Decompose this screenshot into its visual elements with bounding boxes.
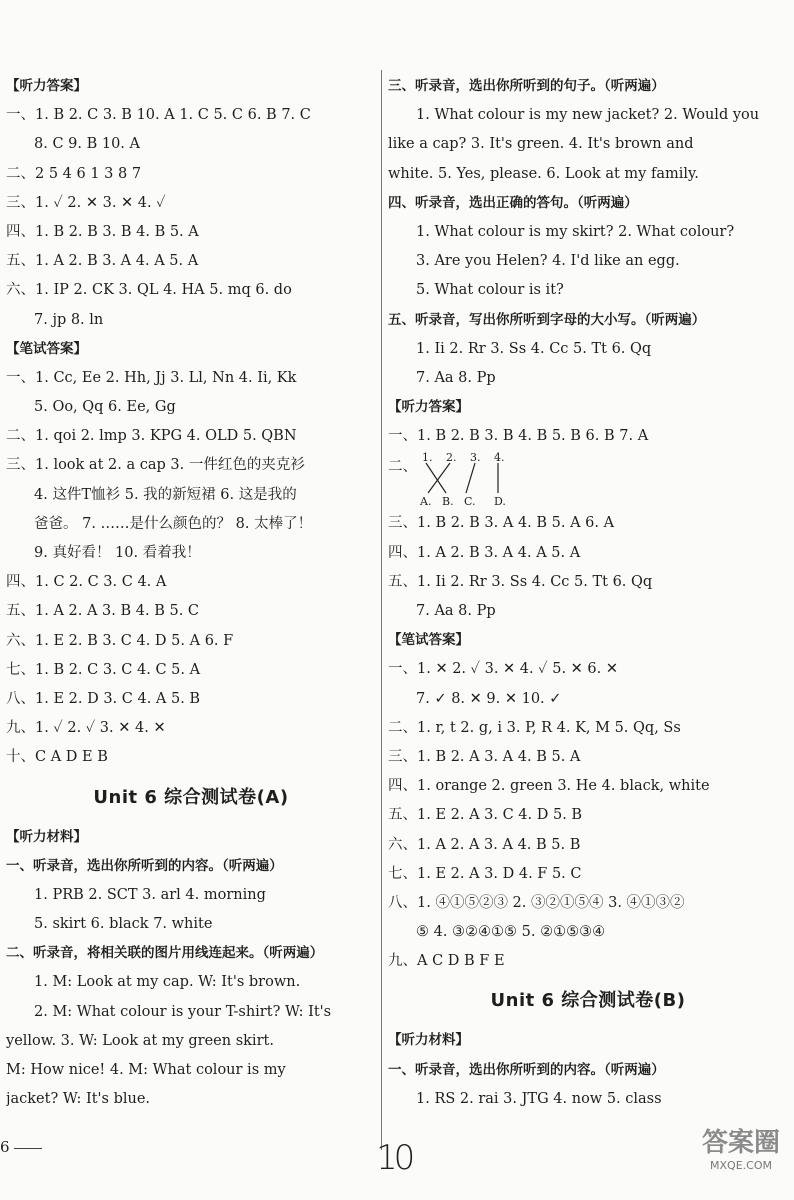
answer-line: 7. Aa 8. Pp (416, 603, 496, 619)
page-number: 6 (0, 1138, 10, 1156)
section-header: 【听力答案】 (6, 78, 87, 94)
answer-line: 三、1. B 2. A 3. A 4. B 5. A (388, 748, 581, 765)
answer-line: 7. jp 8. ln (34, 311, 104, 328)
section-header: 【听力答案】 (388, 399, 469, 416)
watermark-logo (696, 1122, 786, 1192)
match-line-1 (426, 463, 446, 493)
answer-line: 爸爸。 7. ……是什么颜色的？ 8. 太棒了！ (34, 515, 313, 532)
answer-line: 四、1. B 2. B 3. B 4. B 5. A (6, 223, 199, 240)
match-top-label: 4. (494, 451, 505, 465)
answer-line: 五、1. E 2. A 3. C 4. D 5. B (388, 807, 583, 824)
match-top-label: 3. (470, 451, 481, 465)
answer-line: 六、1. IP 2. CK 3. QL 4. HA 5. mq 6. do (6, 282, 292, 299)
answer-line: 3. Are you Helen? 4. I'd like an egg. (416, 253, 680, 270)
match-bottom-label: C. (464, 495, 476, 509)
answer-line: 7. ✓ 8. ✕ 9. ✕ 10. ✓ (416, 690, 562, 707)
section-header: 【听力材料】 (6, 828, 87, 845)
answer-line: 八、1. E 2. D 3. C 4. A 5. B (6, 690, 201, 707)
footer-rule (14, 1148, 42, 1149)
match-bottom-label: B. (442, 495, 454, 509)
answer-line: 1. M: Look at my cap. W: It's brown. (34, 974, 301, 991)
answer-line: 七、1. B 2. C 3. C 4. C 5. A (6, 661, 201, 678)
watermark-text: 答案圈 (701, 1128, 780, 1158)
matching-prefix: 二、 (388, 459, 417, 476)
answer-line: 二、1. qoi 2. lmp 3. KPG 4. OLD 5. QBN (6, 428, 297, 445)
instruction-line: 五、听录音，写出你所听到字母的大小写。（听两遍） (388, 311, 706, 328)
match-line-2 (428, 463, 450, 493)
handwritten-mark: 10 (376, 1138, 412, 1178)
watermark-site: MXQE.COM (710, 1159, 772, 1172)
column-divider (381, 70, 382, 1150)
instruction-line: 一、听录音，选出你所听到的内容。（听两遍） (6, 857, 283, 874)
section-header: 【笔试答案】 (6, 340, 87, 357)
answer-line: white. 5. Yes, please. 6. Look at my family. (388, 165, 699, 182)
answer-line: yellow. 3. W: Look at my green skirt. (6, 1032, 274, 1049)
answer-line: 8. C 9. B 10. A (34, 136, 140, 153)
section-header: 【笔试答案】 (388, 632, 469, 649)
answer-line: 4. 这件T恤衫 5. 我的新短裙 6. 这是我的 (34, 486, 297, 503)
answer-line: jacket? W: It's blue. (6, 1091, 151, 1108)
answer-line: 5. skirt 6. black 7. white (34, 916, 213, 933)
answer-line: 1. Ii 2. Rr 3. Ss 4. Cc 5. Tt 6. Qq (416, 340, 652, 357)
answer-line: 一、1. ✕ 2. ✓ 3. ✕ 4. ✓ 5. ✕ 6. ✕ (388, 661, 619, 678)
answer-line: 二、2 5 4 6 1 3 8 7 (6, 165, 142, 182)
section-header: 【听力材料】 (388, 1032, 469, 1049)
matching-lines (420, 451, 540, 509)
section-title: Unit 6 综合测试卷(A) (93, 786, 289, 808)
answer-line: 一、1. B 2. C 3. B 10. A 1. C 5. C 6. B 7. C (6, 107, 311, 124)
answer-line: 一、1. Cc, Ee 2. Hh, Jj 3. Ll, Nn 4. Ii, Kk (6, 369, 297, 386)
answer-line: 八、1. ④①⑤②③ 2. ③②①⑤④ 3. ④①③② (388, 894, 685, 911)
answer-line: 1. What colour is my new jacket? 2. Would you (416, 107, 760, 124)
answer-line: 5. What colour is it? (416, 282, 564, 299)
match-bottom-label: A. (420, 495, 432, 509)
answer-line: ⑤ 4. ③②④①⑤ 5. ②①⑤③④ (416, 924, 606, 941)
answer-line: 九、A C D B F E (388, 953, 505, 970)
answer-line: 5. Oo, Qq 6. Ee, Gg (34, 399, 176, 416)
answer-line: 9. 真好看！ 10. 看着我！ (34, 545, 201, 561)
answer-line: 四、1. orange 2. green 3. He 4. black, white (388, 778, 710, 795)
answer-line: 六、1. E 2. B 3. C 4. D 5. A 6. F (6, 632, 234, 649)
answer-line: 1. What colour is my skirt? 2. What colour? (416, 223, 735, 240)
answer-line: 三、1. look at 2. a cap 3. 一件红色的夹克衫 (6, 457, 305, 474)
instruction-line: 一、听录音，选出你所听到的内容。（听两遍） (388, 1061, 665, 1078)
answer-line: 四、1. A 2. B 3. A 4. A 5. A (388, 544, 581, 561)
match-line-3 (466, 463, 475, 493)
answer-line: 九、1. ✓ 2. ✓ 3. ✕ 4. ✕ (6, 720, 166, 737)
answer-line: 四、1. C 2. C 3. C 4. A (6, 574, 167, 591)
match-bottom-label: D. (494, 495, 506, 509)
answer-line: 一、1. B 2. B 3. B 4. B 5. B 6. B 7. A (388, 428, 649, 445)
answer-line: 五、1. A 2. A 3. B 4. B 5. C (6, 603, 200, 620)
section-title: Unit 6 综合测试卷(B) (490, 990, 686, 1012)
answer-line: 三、1. ✓ 2. ✕ 3. ✕ 4. ✓ (6, 194, 166, 211)
answer-line: 2. M: What colour is your T-shirt? W: It's (34, 1003, 332, 1020)
instruction-line: 四、听录音，选出正确的答句。（听两遍） (388, 194, 638, 211)
answer-line: 七、1. E 2. A 3. D 4. F 5. C (388, 865, 582, 882)
answer-line: 五、1. A 2. B 3. A 4. A 5. A (6, 253, 199, 270)
answer-line: 十、C A D E B (6, 749, 108, 766)
answer-line: like a cap? 3. It's green. 4. It's brown and (388, 136, 694, 153)
answer-line: 1. PRB 2. SCT 3. arl 4. morning (34, 886, 266, 903)
answer-line: 1. RS 2. rai 3. JTG 4. now 5. class (416, 1090, 662, 1107)
match-top-label: 1. (422, 451, 433, 465)
answer-line: 二、1. r, t 2. g, i 3. P, R 4. K, M 5. Qq, Ss (388, 719, 681, 736)
answer-line: M: How nice! 4. M: What colour is my (6, 1062, 286, 1078)
matching-answer-diagram (388, 451, 788, 509)
left-column (6, 72, 376, 1114)
answer-line: 五、1. Ii 2. Rr 3. Ss 4. Cc 5. Tt 6. Qq (388, 573, 653, 590)
instruction-line: 二、听录音，将相关联的图片用线连起来。（听两遍） (6, 945, 324, 962)
instruction-line: 三、听录音，选出你所听到的句子。（听两遍） (388, 78, 665, 94)
right-column (388, 72, 788, 1114)
match-top-label: 2. (446, 451, 457, 465)
answer-line: 六、1. A 2. A 3. A 4. B 5. B (388, 836, 581, 853)
answer-line: 三、1. B 2. B 3. A 4. B 5. A 6. A (388, 515, 615, 532)
answer-line: 7. Aa 8. Pp (416, 369, 496, 386)
